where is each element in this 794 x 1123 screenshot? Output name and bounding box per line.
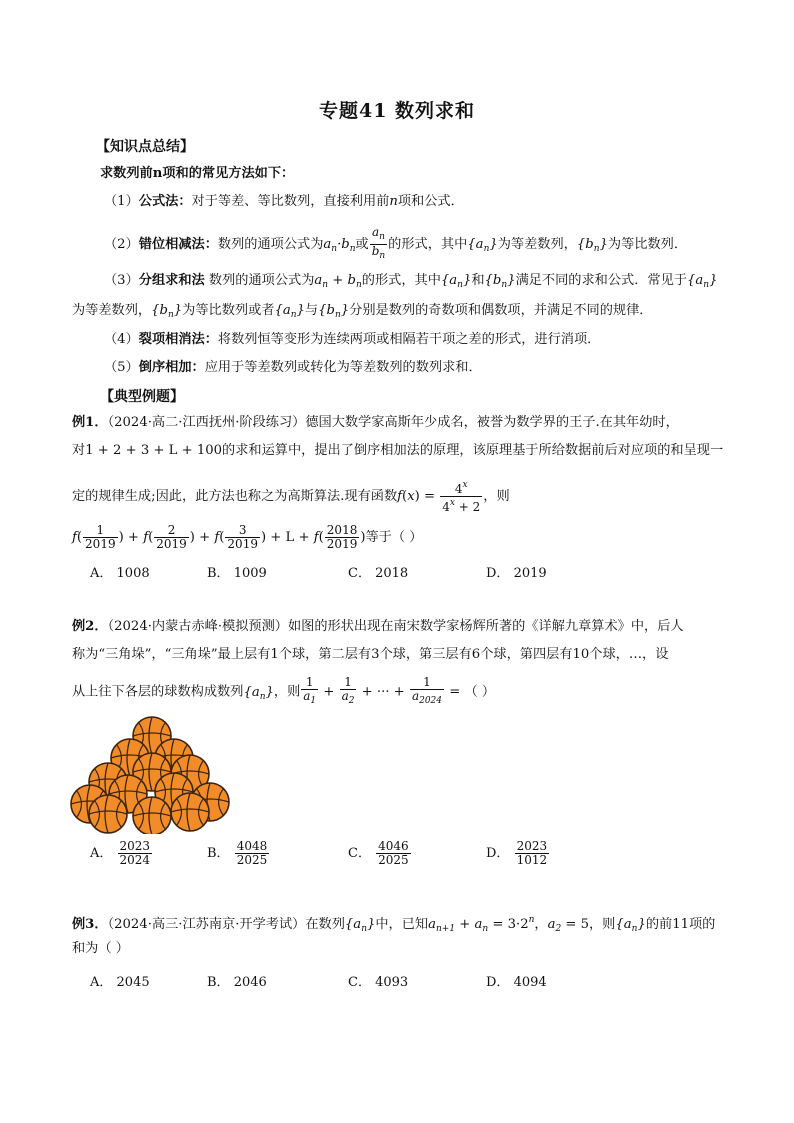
example-1-option-b[interactable]: B． 1009: [207, 566, 267, 581]
example-3-option-a[interactable]: A． 2045: [90, 975, 150, 990]
example-2-option-b[interactable]: B． $\frac{4048}{2025}$: [207, 839, 268, 867]
example-3-option-b[interactable]: B． 2046: [207, 975, 267, 990]
example-3-option-c[interactable]: C． 4093: [348, 975, 409, 990]
examples-heading: 【典型例题】: [100, 389, 184, 405]
ball-13: [171, 793, 209, 831]
example-3-option-d[interactable]: D． 4094: [486, 975, 547, 990]
method-5: （5）倒序相加：应用于等差数列或转化为等差数列的数列求和．: [104, 360, 482, 375]
page-title: 专题41 数列求和: [318, 100, 476, 122]
method-1: （1）公式法：对于等差、等比数列，直接利用前n项和公式．: [104, 194, 464, 209]
example-2-line-2: 称为“三角垛”，“三角垛”最上层有1个球，第二层有3个球，第三层有6个球，第四层有10个球，…，设: [72, 647, 669, 662]
example-1-line-3: 定的规律生成;因此，此方法也称之为高斯算法.现有函数f(x) = $\frac{4^x}{4^x + 2}$ ，则: [72, 480, 510, 514]
example-1-option-c[interactable]: C． 2018: [348, 566, 409, 581]
knowledge-heading: 【知识点总结】: [96, 139, 194, 155]
math-an-bn: $a_n\cdot b_n$: [323, 237, 356, 254]
example-1-line-1: 例1．（2024·高二·江西抚州·阶段练习）德国大数学家高斯年少成名，被誉为数学界的王子.在其年幼时，: [72, 415, 679, 430]
example-1-option-d[interactable]: D． 2019: [486, 566, 547, 581]
example-3-line-2: 和为（ ）: [72, 941, 129, 956]
ball-11: [89, 795, 127, 833]
example-3-line-1: 例3．（2024·高三·江苏南京·开学考试）在数列$\{a_n\}$中，已知$a_{n+1} + a_n = 3\cdot 2^n$，$a_2 = 5$，则$\{a_n\}$的前11项的: [72, 915, 716, 934]
example-2-option-c[interactable]: C． $\frac{4046}{2025}$: [348, 839, 409, 867]
example-1-option-a[interactable]: A． 1008: [90, 566, 150, 581]
knowledge-intro: 求数列前n项和的常见方法如下：: [100, 166, 295, 181]
example-2-option-d[interactable]: D． $\frac{2023}{1012}$: [486, 839, 548, 867]
ball-pile-svg: [70, 712, 240, 834]
example-1-line-4: f( $\frac{1}{2019}$ ) + f( $\frac{2}{2019}$ ) + f( $\frac{3}{2019}$ ) + L + f( $\frac{2018}{2019}$ )等于（ ）: [72, 523, 423, 551]
math-n: n: [389, 194, 398, 209]
ball-12: [133, 797, 171, 834]
method-2: （2）错位相减法：数列的通项公式为$a_n\cdot b_n$或 $\frac{a_n}{b_n}$ 的形式，其中$\{a_n\}$为等差数列，$\{b_n\}$为等比数列．: [104, 225, 688, 261]
triangular-ball-pile-figure: [70, 712, 240, 834]
method-3: （3）分组求和法 数列的通项公式为$a_n + b_n$的形式，其中$\{a_n\}$和$\{b_n\}$满足不同的求和公式．常见于$\{a_n\}$: [104, 273, 718, 290]
example-1-line-2: 对1 + 2 + 3 + L + 100的求和运算中，提出了倒序相加法的原理，该原理基于所给数据前后对应项的和呈现一: [72, 443, 724, 458]
example-2-line-3: 从上往下各层的球数构成数列$\{a_n\}$，则 $\frac{1}{a_1}$ + $\frac{1}{a_2}$ + ··· + $\frac{1}{a_{2024}}$ = （ ）: [72, 675, 496, 706]
math-frac-an-bn: $\frac{a_n}{b_n}$: [371, 225, 386, 261]
example-2-option-a[interactable]: A． $\frac{2023}{2024}$: [90, 839, 151, 867]
example-2-line-1: 例2．（2024·内蒙古赤峰·模拟预测）如图的形状出现在南宋数学家杨辉所著的《详解九章算术》中，后人: [72, 619, 684, 634]
method-3-cont: 为等差数列，$\{b_n\}$为等比数列或者$\{a_n\}$与$\{b_n\}$分别是数列的奇数项和偶数项，并满足不同的规律．: [72, 303, 653, 320]
method-4: （4）裂项相消法：将数列恒等变形为连续两项或相隔若干项之差的形式，进行消项．: [104, 332, 601, 347]
math-fx-def: f: [397, 489, 403, 504]
